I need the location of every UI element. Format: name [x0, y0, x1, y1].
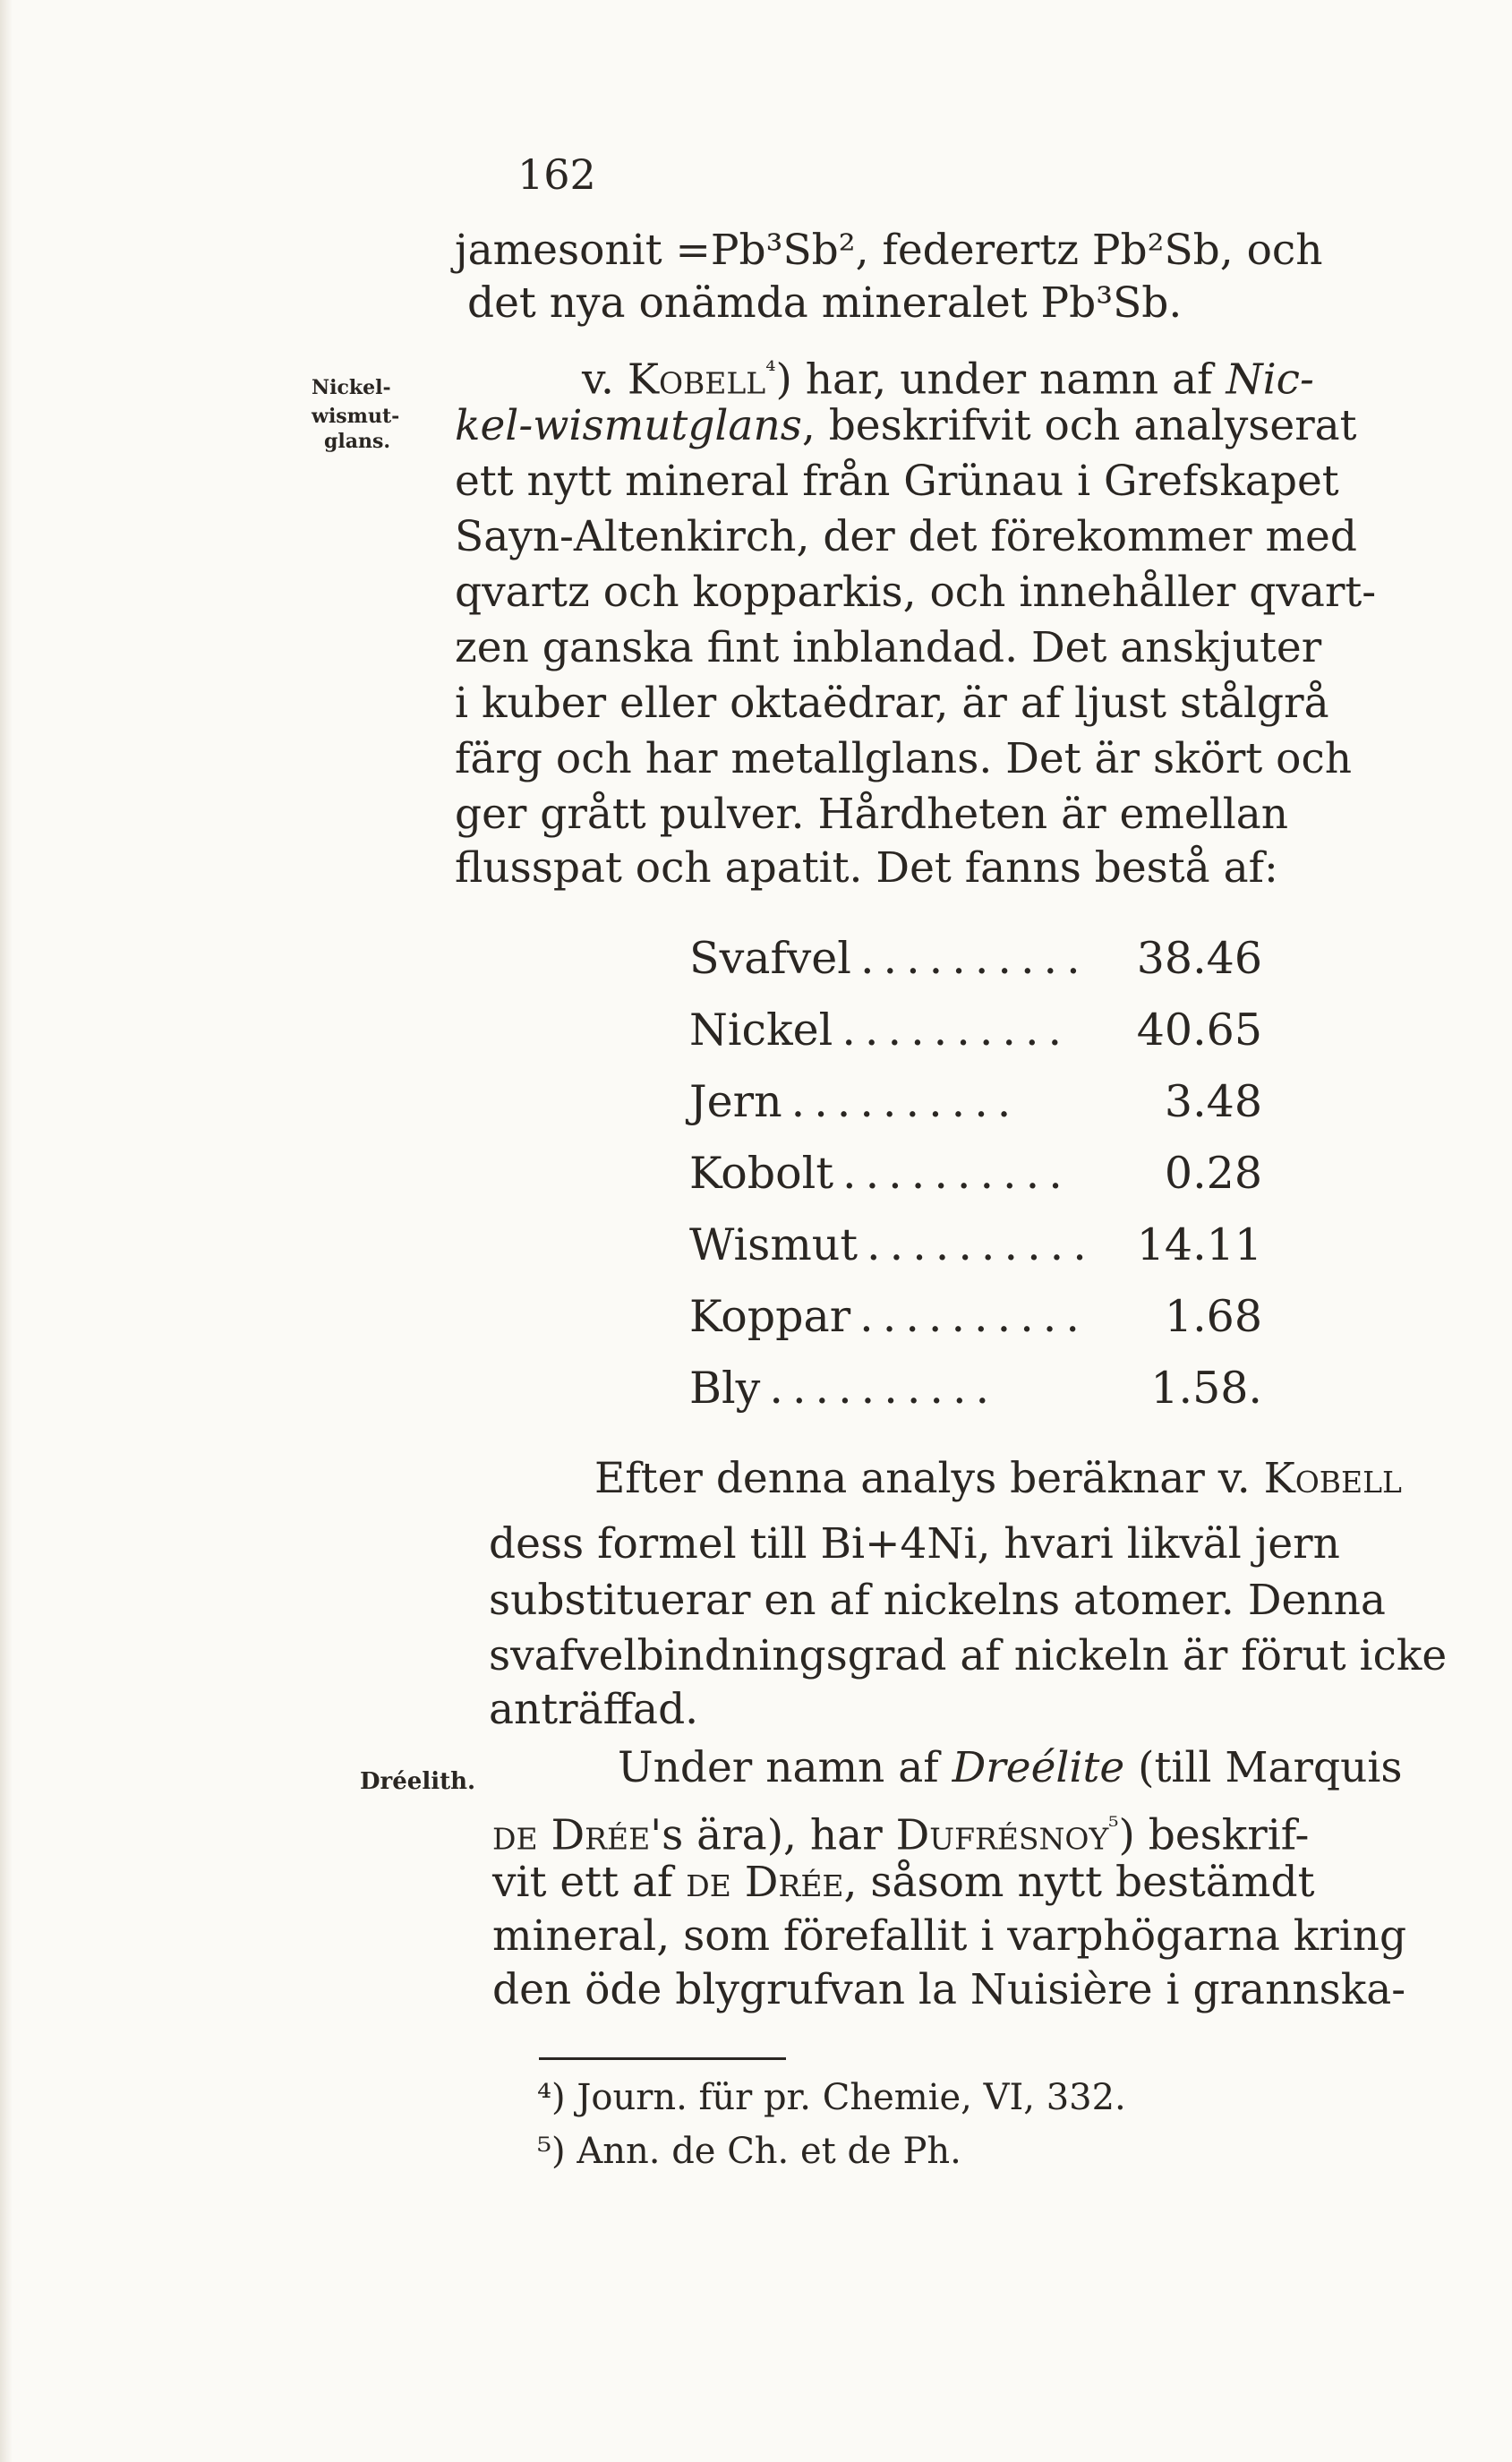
analysis-row	[689, 922, 1262, 994]
paragraph-2-line-10: flusspat och apatit. Det fanns bestå af:	[455, 843, 1278, 893]
analysis-table	[689, 922, 1262, 1423]
paragraph-1-line-2: det nya onämda mineralet Pb³Sb.	[467, 278, 1183, 328]
paragraph-3-line-1	[594, 1452, 1512, 1505]
mineral-name: Nic-	[1226, 355, 1314, 405]
element-value: 38.46	[1136, 932, 1262, 984]
leader-dots: ..........	[859, 932, 1089, 984]
author-name-kobell: Kobell	[1263, 1454, 1402, 1503]
element-name: Koppar	[689, 1290, 851, 1342]
text-fragment: vit ett af	[492, 1858, 687, 1907]
footnote-5	[537, 2129, 961, 2174]
text-fragment: v.	[582, 355, 628, 405]
leader-dots: ..........	[769, 1362, 999, 1414]
sidenote-drelith: Dréelith.	[360, 1768, 476, 1795]
footnote-ref: ⁵	[1108, 1811, 1119, 1841]
element-name: Jern	[689, 1075, 782, 1127]
author-name-dufresnoy: Dufrésnoy	[895, 1810, 1109, 1860]
element-value: 14.11	[1136, 1218, 1262, 1270]
paragraph-4-line-2	[492, 1799, 1477, 1862]
paragraph-4-line-4: mineral, som förefallit i varphögarna kring	[492, 1911, 1407, 1961]
mineral-name: Dreélite	[952, 1743, 1125, 1792]
text-fragment: Efter denna analys beräknar v.	[594, 1454, 1264, 1503]
paragraph-3-line-3: substituerar en af nickelns atomer. Denna	[489, 1576, 1386, 1625]
element-value: 3.48	[1164, 1075, 1262, 1127]
leader-dots: ..........	[841, 1004, 1072, 1056]
footnote-text: Journ. für pr. Chemie, VI, 332.	[577, 2077, 1126, 2118]
paragraph-2-line-2	[455, 399, 1439, 452]
footnote-text: Ann. de Ch. et de Ph.	[577, 2131, 961, 2172]
text-fragment: ) beskrif-	[1118, 1810, 1310, 1860]
sidenote-nickel-line-2: wismut-	[312, 405, 400, 428]
text-fragment: , beskrifvit och analyserat	[801, 401, 1357, 450]
text-fragment: 's ära), har	[650, 1810, 896, 1860]
element-name: Wismut	[689, 1218, 859, 1270]
paragraph-2-line-7: i kuber eller oktaëdrar, är af ljust stålgrå	[455, 679, 1329, 728]
paragraph-3-line-5: anträffad.	[489, 1685, 699, 1734]
paragraph-2-line-9: ger grått pulver. Hårdheten är emellan	[455, 790, 1289, 839]
element-name: Nickel	[689, 1004, 833, 1056]
paragraph-1-line-1: jamesonit =Pb³Sb², federertz Pb²Sb, och	[455, 226, 1323, 275]
paragraph-2-line-4: Sayn-Altenkirch, der det förekommer med	[455, 512, 1357, 561]
element-value: 1.58.	[1150, 1362, 1262, 1414]
element-name: Svafvel	[689, 932, 851, 984]
text-fragment: ) har, under namn af	[775, 355, 1226, 405]
paragraph-2-line-8: färg och har metallglans. Det är skört och	[455, 734, 1353, 783]
analysis-row	[689, 1209, 1262, 1280]
paragraph-4-line-1	[618, 1741, 1512, 1794]
page-number: 162	[517, 150, 596, 199]
paragraph-4-line-5: den öde blygrufvan la Nuisière i grannska-	[492, 1965, 1406, 2014]
leader-dots: ..........	[867, 1218, 1096, 1270]
element-value: 40.65	[1136, 1004, 1262, 1056]
footnote-mark: ⁵)	[537, 2131, 566, 2172]
text-fragment: (till Marquis	[1124, 1743, 1403, 1792]
author-name-kobell: Kobell	[627, 355, 766, 405]
analysis-row	[689, 994, 1262, 1065]
element-name: Kobolt	[689, 1147, 834, 1199]
element-value: 1.68	[1164, 1290, 1262, 1342]
text-fragment: Under namn af	[618, 1743, 952, 1792]
sidenote-nickel-line-3: glans.	[324, 430, 391, 453]
analysis-row	[689, 1352, 1262, 1423]
page-edge-shadow	[0, 0, 13, 2462]
paragraph-3-line-4: svafvelbindningsgrad af nickeln är förut icke	[489, 1631, 1448, 1680]
mineral-name: kel-wismutglans	[455, 401, 802, 450]
analysis-row	[689, 1280, 1262, 1352]
person-name-de-dree: de Drée	[686, 1858, 844, 1907]
footnote-mark: ⁴)	[537, 2077, 566, 2118]
footnote-4	[537, 2075, 1126, 2120]
element-name: Bly	[689, 1362, 761, 1414]
footnote-ref: ⁴	[765, 355, 776, 385]
text-fragment: , såsom nytt bestämdt	[843, 1858, 1315, 1907]
footnote-divider	[539, 2057, 786, 2060]
element-value: 0.28	[1164, 1147, 1262, 1199]
sidenote-nickel-line-1: Nickel-	[312, 376, 391, 399]
paragraph-2-line-5: qvartz och kopparkis, och innehåller qvart-	[455, 568, 1377, 617]
leader-dots: ..........	[859, 1290, 1089, 1342]
paragraph-2-line-6: zen ganska fint inblandad. Det anskjuter	[455, 623, 1322, 672]
person-name-de-dree: de Drée	[492, 1810, 651, 1860]
paragraph-2-line-3: ett nytt mineral från Grünau i Grefskapet	[455, 457, 1339, 506]
leader-dots: ..........	[842, 1147, 1072, 1199]
paragraph-2-line-1	[582, 344, 1512, 406]
leader-dots: ..........	[790, 1075, 1021, 1127]
analysis-row	[689, 1137, 1262, 1209]
analysis-row	[689, 1065, 1262, 1137]
paragraph-4-line-3	[492, 1856, 1477, 1909]
paragraph-3-line-2: dess formel till Bi+4Ni, hvari likväl jern	[489, 1519, 1340, 1569]
